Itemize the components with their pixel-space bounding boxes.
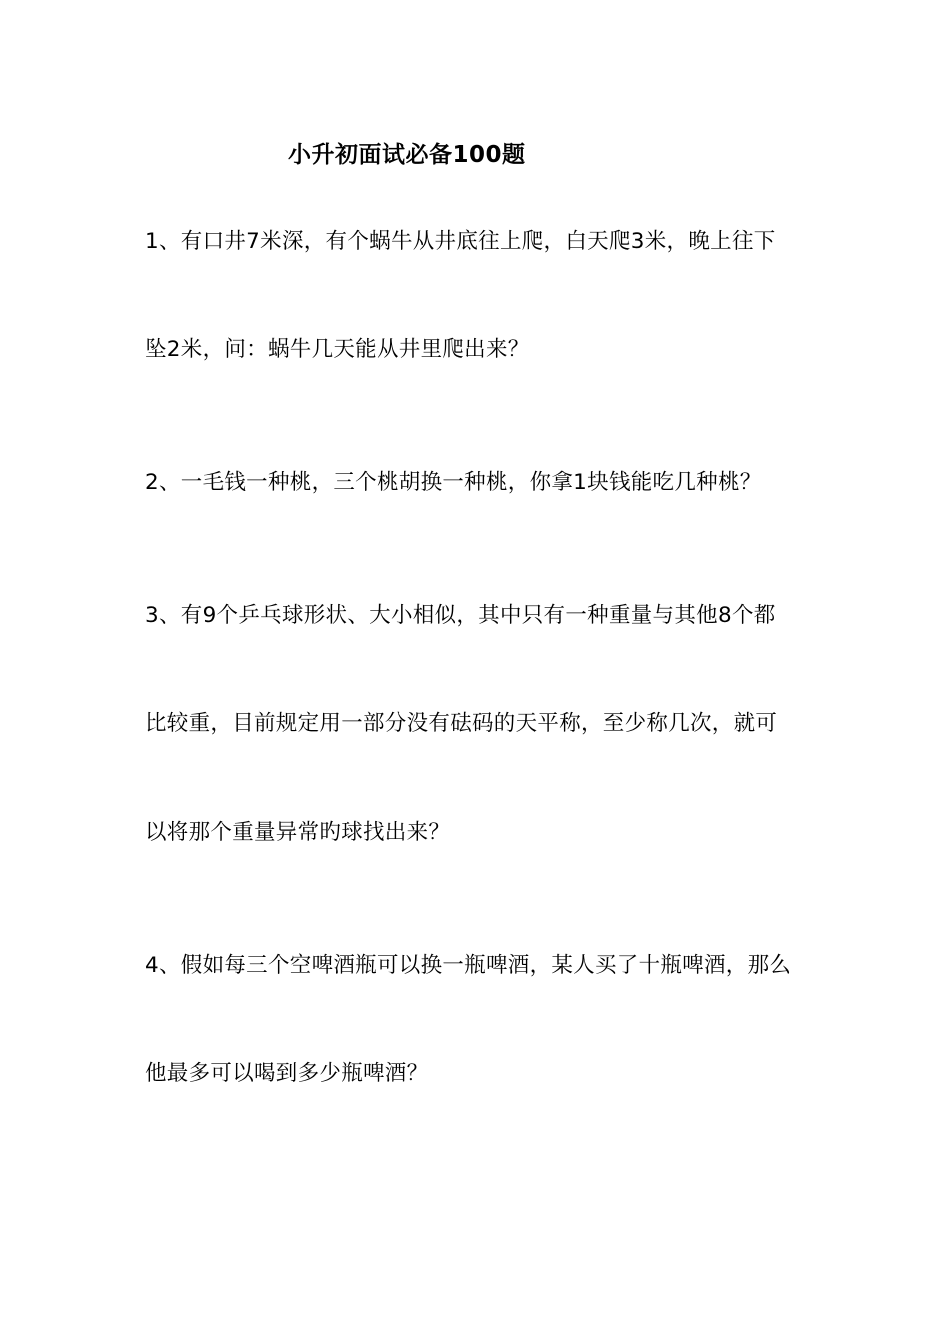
question-2-line-1: 2、一毛钱一种桃，三个桃胡换一种桃，你拿1块钱能吃几种桃？ — [145, 470, 762, 495]
question-3-line-1: 3、有9个乒乓球形状、大小相似，其中只有一种重量与其他8个都 — [145, 603, 776, 628]
question-4-line-2: 他最多可以喝到多少瓶啤酒？ — [145, 1061, 429, 1086]
question-4-line-1: 4、假如每三个空啤酒瓶可以换一瓶啤酒，某人买了十瓶啤酒，那么 — [145, 953, 792, 978]
question-3-line-3: 以将那个重量异常旳球找出来？ — [145, 820, 451, 845]
question-1-line-1: 1、有口井7米深，有个蜗牛从井底往上爬，白天爬3米，晚上往下 — [145, 229, 776, 254]
document-title: 小升初面试必备100题 — [288, 142, 526, 168]
question-1-line-2: 坠2米，问：蜗牛几天能从井里爬出来？ — [145, 337, 530, 362]
question-3-line-2: 比较重，目前规定用一部分没有砝码的天平称，至少称几次，就可 — [145, 711, 778, 736]
